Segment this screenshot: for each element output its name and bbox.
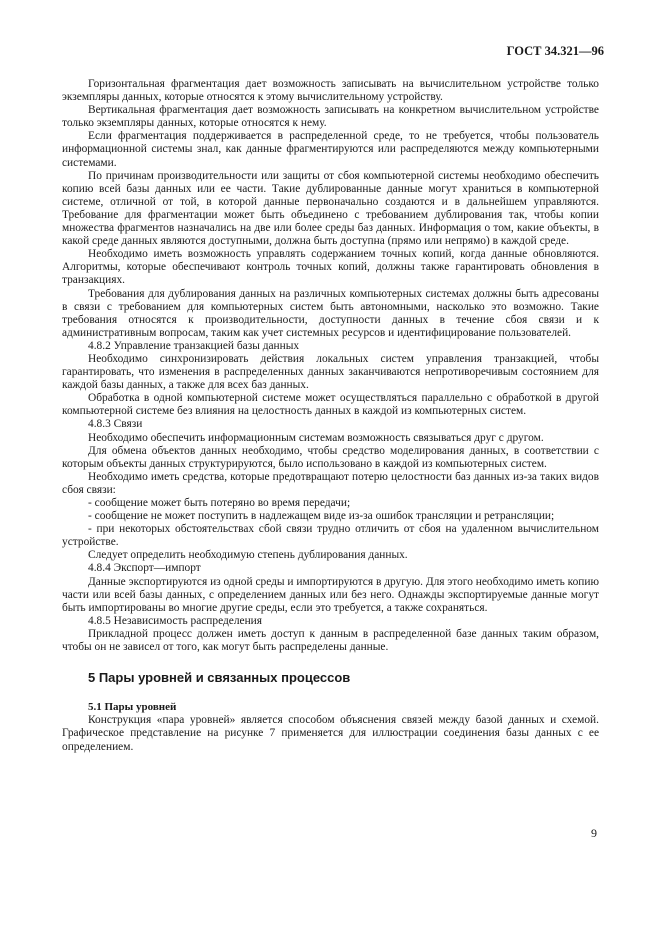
paragraph: Необходимо синхронизировать действия локальных систем управления транзакцией, чтобы гарантировать, что изменения в распределенных данных заканчиваются непротиворечивым состоянием для каждой базы данных, а также для всех баз данных. <box>62 352 599 392</box>
paragraph: Конструкция «пара уровней» является способом объяснения связей между базой данных и схемой. Графическое представление на рисунке 7 применяется для иллюстрации соединения базы данных с ее определением. <box>62 714 599 753</box>
paragraph: Следует определить необходимую степень дублирования данных. <box>88 549 408 562</box>
paragraph: Необходимо иметь возможность управлять содержанием точных копий, когда данные обновляются. Алгоритмы, которые обеспечивают контроль точных копий, должны также гарантировать обновления в транзакциях. <box>62 248 599 287</box>
paragraph: Для обмена объектов данных необходимо, чтобы средство моделирования данных, в соответствии с которым объекты данных структурируются, было использовано в каждой из компьютерных систем. <box>62 444 599 470</box>
paragraph: Необходимо обеспечить информационным системам возможность связываться друг с другом. <box>88 431 544 444</box>
document-id-header: ГОСТ 34.321—96 <box>506 44 604 58</box>
section-5-title: 5 Пары уровней и связанных процессов <box>88 670 351 686</box>
list-item: - при некоторых обстоятельствах сбой связи трудно отличить от сбоя на удаленном вычислительном устройстве. <box>62 523 599 549</box>
list-item: - сообщение не может поступить в надлежащем виде из-за ошибок трансляции и ретрансляции; <box>88 510 555 523</box>
paragraph: Данные экспортируются из одной среды и импортируются в другую. Для этого необходимо иметь копию части или всей базы данных, с определением данных или без него. Однажды экспортируемые данные могут быть импортированы во многие другие среды, если это требуется, а также сохраняться. <box>62 575 599 614</box>
paragraph: Необходимо иметь средства, которые предотвращают потерю целостности баз данных из-за таких видов сбоя связи: <box>62 470 599 496</box>
paragraph: Горизонтальная фрагментация дает возможность записывать на вычислительном устройстве только экземпляры данных, которые относятся к этому вычислительному устройству. <box>62 78 599 104</box>
page-number: 9 <box>591 826 597 840</box>
subsection-5-1-title: 5.1 Пары уровней <box>88 701 177 714</box>
clause-heading-4-8-4: 4.8.4 Экспорт—импорт <box>88 562 201 575</box>
paragraph: Обработка в одной компьютерной системе может осуществляться параллельно с обработкой в другой компьютерной системе без влияния на целостность данных в каждой из компьютерных систем. <box>62 392 599 418</box>
clause-heading-4-8-2: 4.8.2 Управление транзакцией базы данных <box>88 339 300 352</box>
list-item: - сообщение может быть потеряно во время передачи; <box>88 497 351 509</box>
paragraph: Прикладной процесс должен иметь доступ к данным в распределенной базе данных таким образом, чтобы он не зависел от того, как могут быть распределены данные. <box>62 627 599 654</box>
paragraph: Если фрагментация поддерживается в распределенной среде, то не требуется, чтобы пользователь информационной системы знал, как данные фрагментируются или распределяются между компьютерными системами. <box>62 130 599 169</box>
clause-heading-4-8-3: 4.8.3 Связи <box>88 418 143 431</box>
page-content <box>62 78 599 754</box>
paragraph: Вертикальная фрагментация дает возможность записывать на конкретном вычислительном устройстве только экземпляры данных, которые относятся к нему. <box>62 104 599 130</box>
clause-heading-4-8-5: 4.8.5 Независимость распределения <box>88 614 263 627</box>
paragraph: Требования для дублирования данных на различных компьютерных системах должны быть адресованы в связи с требованием для компьютерных систем быть автономными, насколько это возможно. Такие требования относятся к производительности, доступности данных в течение сбоя связи и к административным вопросам, таким как учет системных ресурсов и идентифицирование пользователей. <box>62 287 599 339</box>
paragraph: По причинам производительности или защиты от сбоя компьютерной системы необходимо обеспечить копию всей базы данных или ее части. Такие дублированные данные могут храниться в компьютерной системе, отличной от той, в которой данные первоначально создаются и в дальнейшем управляются. Требование для фрагментации может быть объединено с требованием дублирования так, чтобы копии множества фрагментов назначались на две или более среды баз данных. Информация о том, какие объекты, в какой среде данных являются доступными, должна быть доступна (прямо или непрямо) в каждой среде. <box>62 169 599 248</box>
